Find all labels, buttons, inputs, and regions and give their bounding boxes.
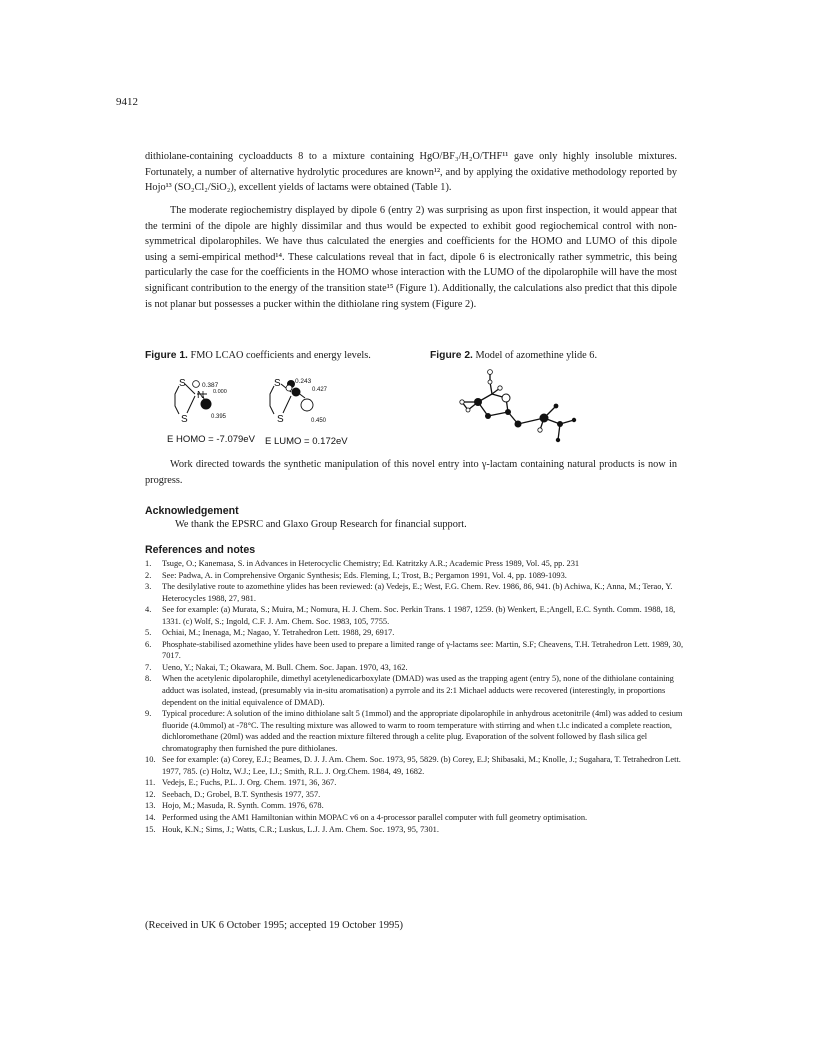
figure-1-caption xyxy=(145,350,371,361)
reference-text: Performed using the AM1 Hamiltonian within MOPAC v6 on a 4-processor parallel computer with full geometry optimisation. xyxy=(162,813,588,823)
lumo-n-lobe xyxy=(292,388,301,397)
homo-coeff-n: 0.000 xyxy=(213,389,227,395)
lumo-coeff-c: 0.450 xyxy=(311,418,327,424)
reference-number: 14. xyxy=(145,813,156,823)
reference-number: 4. xyxy=(145,605,152,615)
received-dates: (Received in UK 6 October 1995; accepted 19 October 1995) xyxy=(145,920,404,931)
homo-coeff-s: 0.387 xyxy=(202,382,219,389)
body-text-conclusion xyxy=(145,457,677,488)
figure-2-caption-text: Model of azomethine ylide 6. xyxy=(475,350,598,361)
references-heading: References and notes xyxy=(145,544,256,556)
reference-text: The desilylative route to azomethine ylides has been reviewed: (a) Vedejs, E.; West, F.G. Chem. Rev. 1986, 86, 941. (b) Achiwa, K.; Anna, M.; Terao, Y. Heterocycles 1988, 27, 981. xyxy=(162,582,673,603)
reference-text: Hojo, M.; Masuda, R. Synth. Comm. 1976, 678. xyxy=(162,801,324,811)
lumo-atom-s-bottom: S xyxy=(277,414,284,425)
homo-atom-s-top: S xyxy=(179,378,186,389)
page-number: 9412 xyxy=(116,96,138,108)
reference-number: 13. xyxy=(145,801,156,811)
figure-1-fmo-diagram xyxy=(165,374,395,464)
reference-item xyxy=(145,824,685,836)
reference-item xyxy=(145,789,685,801)
reference-text: Ochiai, M.; Inenaga, M.; Nagao, Y. Tetrahedron Lett. 1988, 29, 6917. xyxy=(162,628,395,638)
reference-item xyxy=(145,558,685,570)
reference-number: 3. xyxy=(145,582,152,592)
reference-number: 5. xyxy=(145,628,152,638)
figure-2-label: Figure 2. xyxy=(430,350,473,361)
lumo-coeff-s: 0.243 xyxy=(295,378,312,385)
references-list xyxy=(145,558,685,835)
reference-number: 1. xyxy=(145,559,152,568)
homo-s-lobe xyxy=(193,381,200,388)
reference-text: See for example: (a) Corey, E.J.; Beames, D. J. J. Am. Chem. Soc. 1973, 95, 5829. (b) Corey, E.J; Shibasaki, M.; Knolle, J.; Sugahara, T. Tetrahedron Lett. 1977, 785. (c) Holtz, W.J.; Lee, I.J.; Smith, R.L. J. Org.Chem. 1984, 49, 1682. xyxy=(162,755,681,776)
reference-item xyxy=(145,800,685,812)
reference-text: See for example: (a) Murata, S.; Muira, M.; Nomura, H. J. Chem. Soc. Perkin Trans. 1 1987, 1259. (b) Wenkert, E.;Angell, E.C. Synth. Comm. 1988, 18, 1331. (c) Wolf, S.; Ingold, C.F. J. Am. Chem. Soc. 1983, 105, 7755. xyxy=(162,605,676,626)
body-text-top xyxy=(145,149,677,196)
figure-1-label: Figure 1. xyxy=(145,350,188,361)
lumo-c-lobe xyxy=(301,399,313,411)
body-text-middle xyxy=(145,203,677,312)
reference-number: 2. xyxy=(145,570,152,580)
reference-number: 15. xyxy=(145,824,156,834)
reference-item xyxy=(145,708,685,754)
paragraph-2: The moderate regiochemistry displayed by dipole 6 (entry 2) was surprising as upon first inspection, it would appear that the termini of the dipole are highly dissimilar and thus would be expected to exhibit good regiochemical control with non-symmetrical dipolarophiles. We have thus calculated the energies and coefficients for the HOMO and LUMO of this dipole using a semi-empirical method¹⁴. These calculations reveal that in fact, dipole 6 is electronically rather symmetric, this being particularly the case for the coefficients in the HOMO whose interaction with the LUMO of the dipolarophile will have the most significant contribution to the energy of the transition state¹⁵ (Figure 1). Additionally, the calculations also predict that this dipole is not planar but possesses a pucker within the dithiolane ring system (Figure 2). xyxy=(145,205,677,310)
reference-item xyxy=(145,570,685,582)
reference-text: Houk, K.N.; Sims, J.; Watts, C.R.; Luskus, L.J. J. Am. Chem. Soc. 1973, 95, 7301. xyxy=(162,824,439,834)
reference-item xyxy=(145,673,685,708)
reference-text: Tsuge, O.; Kanemasa, S. in Advances in Heterocyclic Chemistry; Ed. Katritzky A.R.; Academic Press 1989, Vol. 45, pp. 231 xyxy=(162,559,580,568)
homo-atom-n: N xyxy=(197,390,205,401)
reference-item xyxy=(145,627,685,639)
acknowledgement-text: We thank the EPSRC and Glaxo Group Research for financial support. xyxy=(175,519,467,530)
reference-item xyxy=(145,662,685,674)
homo-energy: E HOMO = -7.079eV xyxy=(167,434,255,445)
reference-text: Vedejs, E.; Fuchs, P.L. J. Org. Chem. 1971, 36, 367. xyxy=(162,778,337,788)
reference-number: 11. xyxy=(145,778,156,788)
figure-1-caption-text: FMO LCAO coefficients and energy levels. xyxy=(190,350,371,361)
reference-text: Typical procedure: A solution of the imino dithiolane salt 5 (1mmol) and the appropriate dipolarophile in anhydrous acetonitrile (4ml) was added to cesium fluoride (4.0mmol) at -78°C. The resulting mixture was allowed to warm to room temperature with stirring and when t.l.c indicated a complete reaction, dichloromethane (20ml) was added and the reaction mixture filtered through a celite plug. Evaporation of the solvent followed by flash silica gel chromatography then furnished the pure dithiolanes. xyxy=(162,709,683,753)
lumo-energy: E LUMO = 0.172eV xyxy=(265,436,348,447)
reference-text: Seebach, D.; Grobel, B.T. Synthesis 1977, 357. xyxy=(162,789,321,799)
paragraph-1: dithiolane-containing cycloadducts 8 to a mixture containing HgO/BF₃/H₂O/THF¹¹ gave only highly insoluble mixtures. Fortunately, a number of alternative hydrolytic procedures are known¹², and by applying the oxidative methodology reported by Hojo¹³ (SO₂Cl₂/SiO₂), excellent yields of lactams were obtained (Table 1). xyxy=(145,151,677,194)
reference-item xyxy=(145,581,685,604)
reference-item xyxy=(145,754,685,777)
homo-atom-s-bottom: S xyxy=(181,414,188,425)
lumo-s-lobe-light xyxy=(286,385,292,391)
lumo-structure xyxy=(265,378,348,447)
reference-text: See: Padwa, A. in Comprehensive Organic Synthesis; Eds. Fleming, I.; Trost, B.; Pergamon 1991, Vol. 4, pp. 1089-1093. xyxy=(162,570,567,580)
reference-number: 12. xyxy=(145,789,156,799)
figure-2-caption xyxy=(430,350,597,361)
homo-coeff-c: 0.395 xyxy=(211,414,227,420)
reference-item xyxy=(145,604,685,627)
reference-number: 7. xyxy=(145,662,152,672)
reference-text: When the acetylenic dipolarophile, dimethyl acetylenedicarboxylate (DMAD) was used as the trapping agent (entry 5), none of the dithiolane containing adduct was isolated, instead, (presumably via in-situ aromatisation) a pyrrole and its 2:1 Michael adducts were recovered (interestingly, in proportions dependent on the initial equivalence of DMAD). xyxy=(162,674,674,707)
reference-item xyxy=(145,812,685,824)
reference-number: 10. xyxy=(145,755,156,765)
reference-text: Phosphate-stabilised azomethine ylides have been used to prepare a limited range of γ-lactams see: Martin, S.F; Cheavens, T.H. Tetrahedron Lett. 1989, 30, 7017. xyxy=(162,639,684,661)
reference-text: Ueno, Y.; Nakai, T.; Okawara, M. Bull. Chem. Soc. Japan. 1970, 43, 162. xyxy=(162,662,408,672)
reference-number: 8. xyxy=(145,674,152,684)
paragraph-3: Work directed towards the synthetic manipulation of this novel entry into γ-lactam containing natural products is now in progress. xyxy=(145,459,677,486)
figure-2-molecular-model xyxy=(448,366,588,456)
reference-item xyxy=(145,639,685,662)
lumo-coeff-n: 0.427 xyxy=(312,387,328,393)
reference-number: 6. xyxy=(145,639,152,649)
acknowledgement-heading: Acknowledgement xyxy=(145,505,239,517)
reference-item xyxy=(145,777,685,789)
homo-structure xyxy=(167,378,256,445)
reference-number: 9. xyxy=(145,709,152,719)
lumo-atom-s-top: S xyxy=(274,378,281,389)
